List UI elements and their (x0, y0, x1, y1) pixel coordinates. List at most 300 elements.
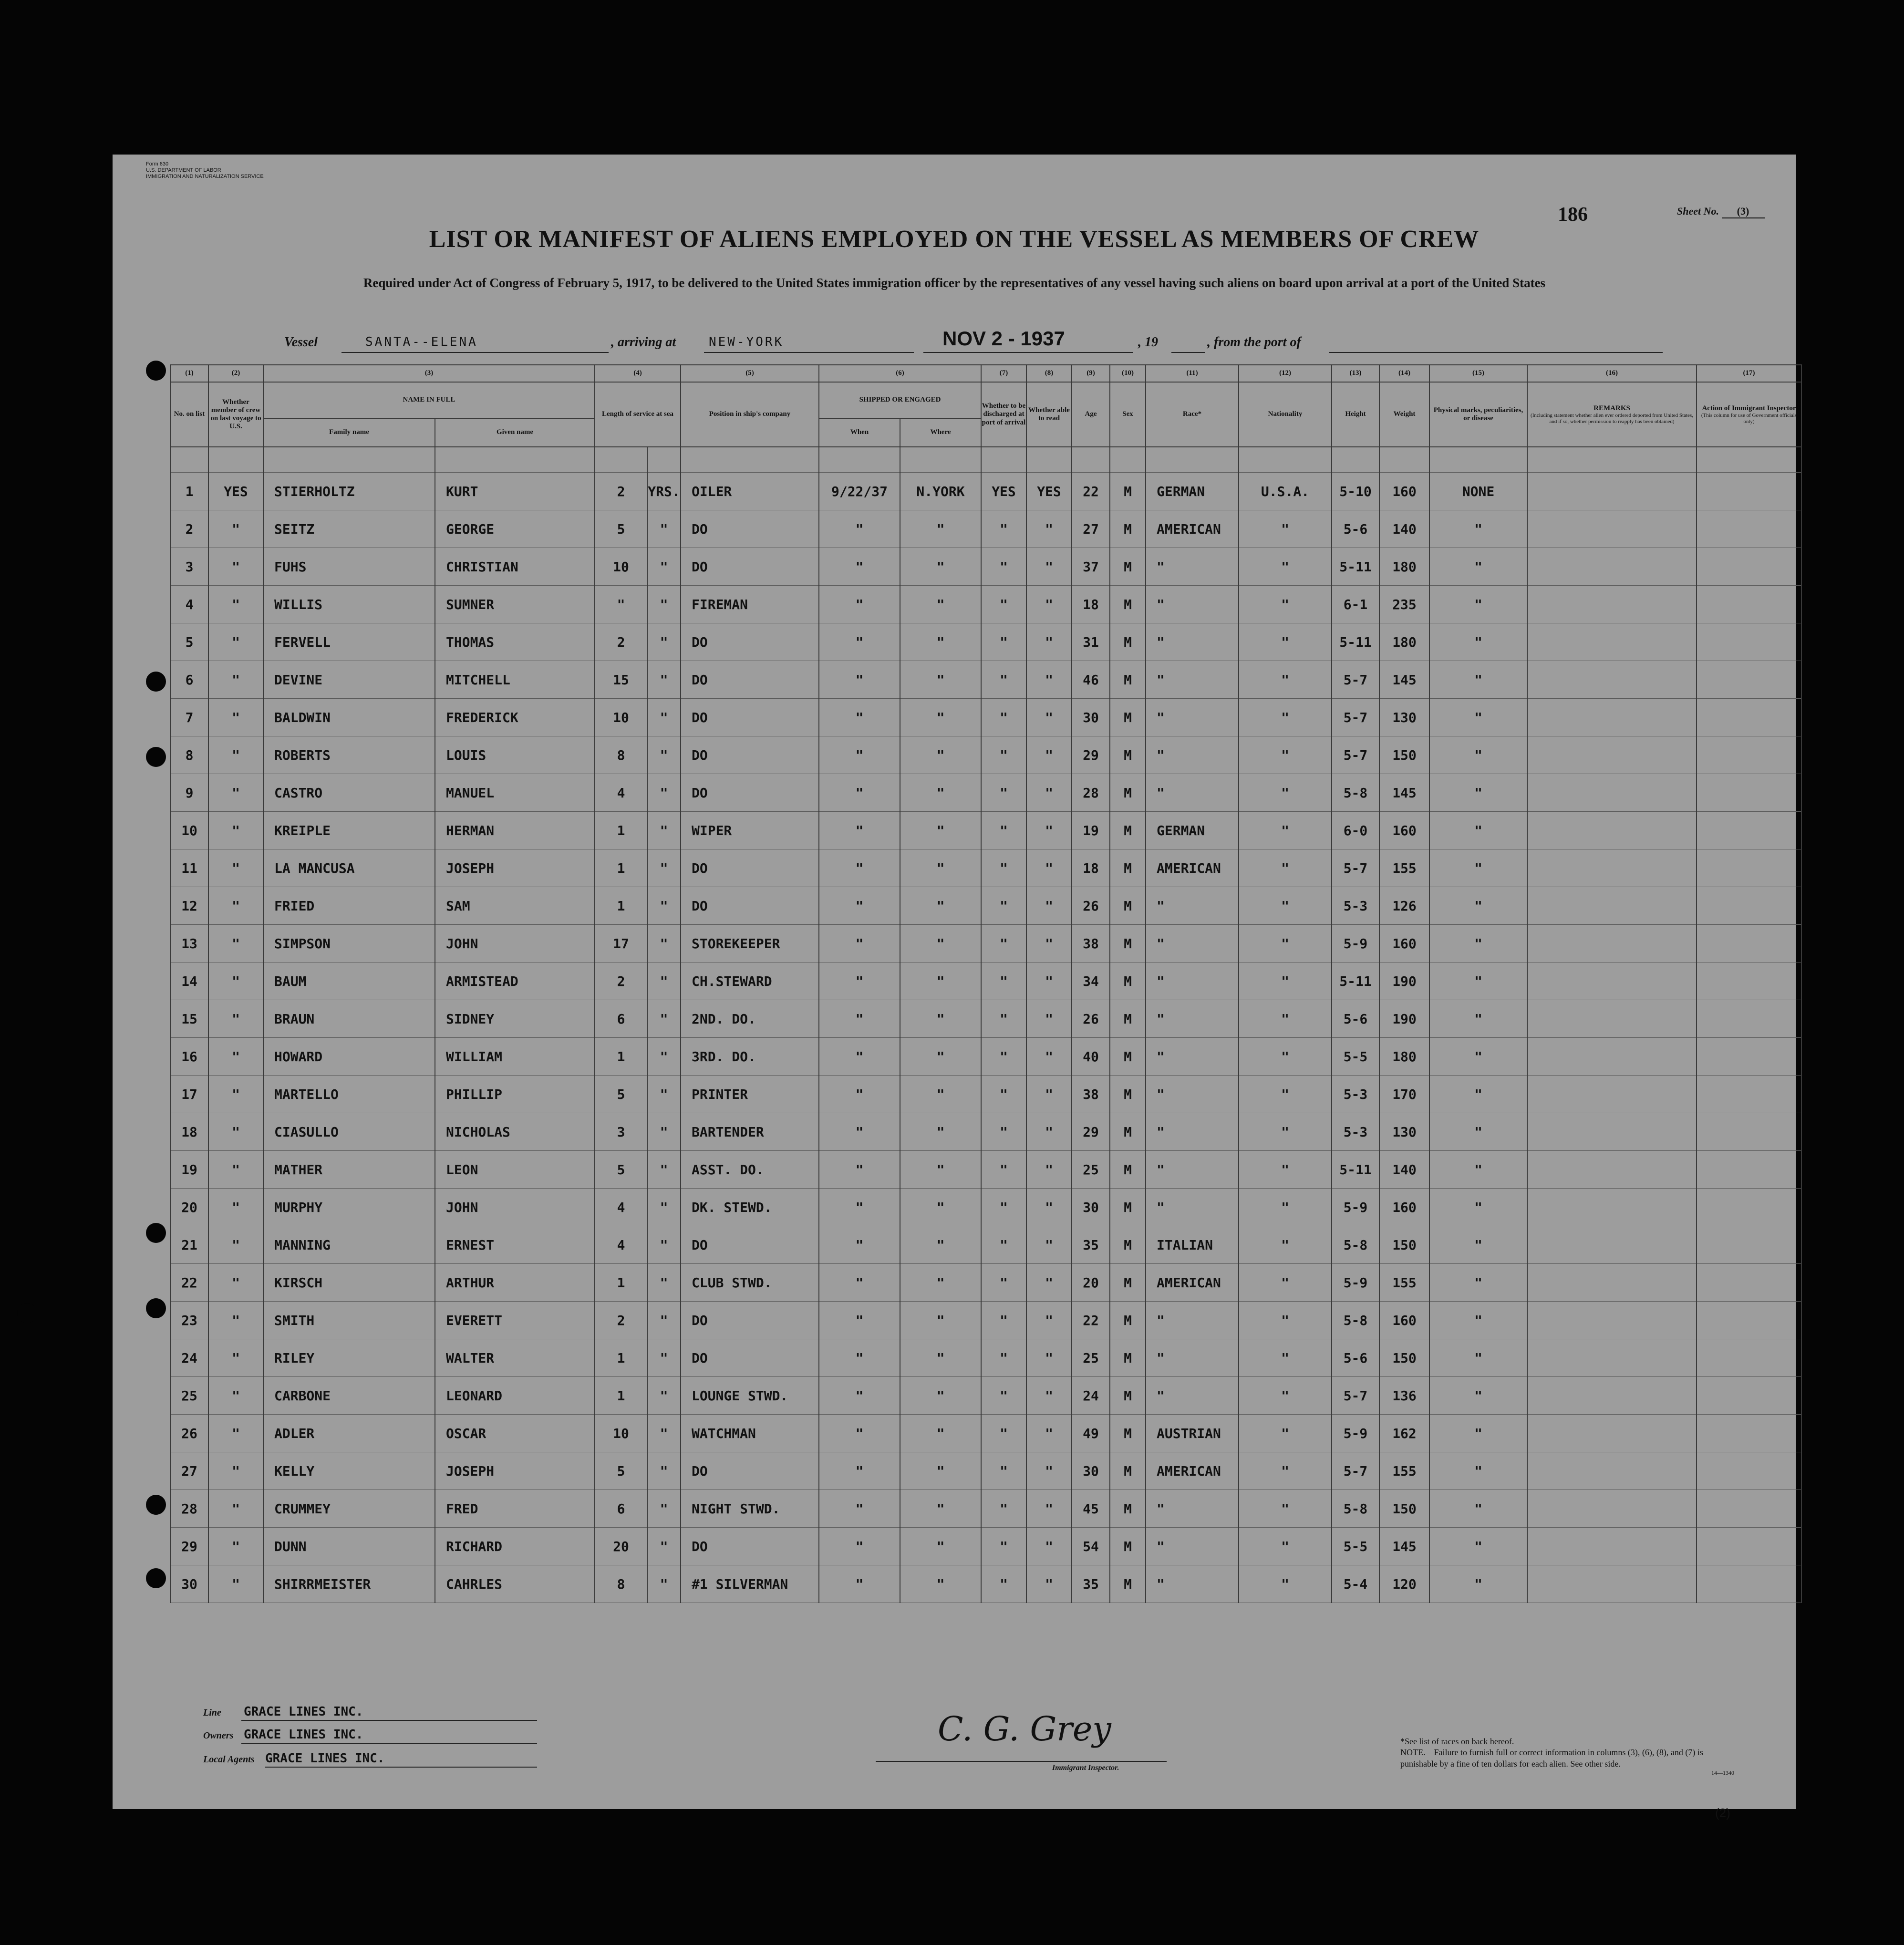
crew-row (170, 1151, 1801, 1189)
crew-service-unit: " (647, 623, 681, 661)
crew-service: 5 (595, 1076, 647, 1113)
crew-service-unit: " (647, 887, 681, 925)
crew-shipped-where: " (900, 1452, 981, 1490)
header-race: Race* (1146, 382, 1239, 447)
crew-service: 1 (595, 1377, 647, 1415)
crew-age: 25 (1072, 1339, 1110, 1377)
crew-row (170, 699, 1801, 736)
crew-shipped-where: " (900, 1377, 981, 1415)
crew-height: 5-7 (1332, 1452, 1379, 1490)
crew-age: 35 (1072, 1226, 1110, 1264)
crew-discharged: " (981, 849, 1026, 887)
crew-last-voyage: " (208, 623, 263, 661)
crew-height: 5-3 (1332, 1076, 1379, 1113)
crew-service: " (595, 586, 647, 623)
header-sex: Sex (1110, 382, 1146, 447)
crew-weight: 162 (1379, 1415, 1429, 1452)
crew-family-name: SHIRRMEISTER (263, 1565, 435, 1603)
crew-physical-marks: " (1429, 1226, 1527, 1264)
crew-service-unit: " (647, 661, 681, 699)
crew-weight: 160 (1379, 812, 1429, 849)
crew-weight: 126 (1379, 887, 1429, 925)
crew-shipped-where: " (900, 1113, 981, 1151)
crew-weight: 145 (1379, 1528, 1429, 1565)
crew-sex: M (1110, 699, 1146, 736)
punch-hole (146, 747, 166, 767)
crew-age: 27 (1072, 510, 1110, 548)
crew-physical-marks: " (1429, 1452, 1527, 1490)
crew-physical-marks: " (1429, 699, 1527, 736)
crew-able-to-read: " (1026, 736, 1072, 774)
crew-no: 23 (170, 1302, 208, 1339)
crew-nationality: " (1239, 699, 1332, 736)
crew-remarks (1527, 1565, 1697, 1603)
crew-weight: 160 (1379, 473, 1429, 510)
crew-remarks (1527, 1038, 1697, 1076)
crew-remarks (1527, 699, 1697, 736)
crew-able-to-read: " (1026, 1490, 1072, 1528)
crew-last-voyage: " (208, 774, 263, 812)
crew-shipped-when: " (819, 1415, 900, 1452)
crew-no: 11 (170, 849, 208, 887)
crew-nationality: " (1239, 548, 1332, 586)
crew-service-unit: " (647, 736, 681, 774)
crew-sex: M (1110, 1302, 1146, 1339)
crew-action (1697, 473, 1801, 510)
crew-service-unit: " (647, 699, 681, 736)
crew-row (170, 887, 1801, 925)
crew-discharged: " (981, 510, 1026, 548)
crew-weight: 155 (1379, 849, 1429, 887)
crew-remarks (1527, 473, 1697, 510)
crew-sex: M (1110, 661, 1146, 699)
crew-nationality: " (1239, 1076, 1332, 1113)
col-number: (16) (1527, 365, 1697, 382)
crew-discharged: " (981, 699, 1026, 736)
crew-weight: 190 (1379, 1000, 1429, 1038)
crew-last-voyage: " (208, 736, 263, 774)
crew-race: " (1146, 548, 1239, 586)
crew-service-unit: " (647, 1415, 681, 1452)
crew-position: #1 SILVERMAN (681, 1565, 819, 1603)
crew-height: 5-9 (1332, 1189, 1379, 1226)
crew-row (170, 510, 1801, 548)
crew-race: " (1146, 1189, 1239, 1226)
arrival-port: NEW-YORK (709, 335, 784, 349)
crew-family-name: BALDWIN (263, 699, 435, 736)
crew-nationality: " (1239, 1377, 1332, 1415)
crew-sex: M (1110, 1151, 1146, 1189)
crew-row (170, 736, 1801, 774)
crew-service-unit: " (647, 1226, 681, 1264)
col-number: (12) (1239, 365, 1332, 382)
crew-race: AUSTRIAN (1146, 1415, 1239, 1452)
crew-sex: M (1110, 1226, 1146, 1264)
sheet-label: Sheet No. (1677, 205, 1719, 217)
crew-service-unit: " (647, 1151, 681, 1189)
crew-remarks (1527, 1490, 1697, 1528)
crew-row (170, 1189, 1801, 1226)
crew-rows (170, 447, 1801, 1603)
crew-last-voyage: " (208, 1565, 263, 1603)
crew-service-unit: " (647, 1339, 681, 1377)
crew-race: " (1146, 887, 1239, 925)
crew-family-name: SIMPSON (263, 925, 435, 962)
crew-race: " (1146, 1000, 1239, 1038)
crew-given-name: WALTER (435, 1339, 595, 1377)
crew-nationality: " (1239, 774, 1332, 812)
crew-family-name: FERVELL (263, 623, 435, 661)
crew-race: AMERICAN (1146, 510, 1239, 548)
crew-service-unit: " (647, 1189, 681, 1226)
crew-age: 38 (1072, 1076, 1110, 1113)
crew-last-voyage: " (208, 1452, 263, 1490)
crew-given-name: KURT (435, 473, 595, 510)
crew-family-name: LA MANCUSA (263, 849, 435, 887)
crew-sex: M (1110, 586, 1146, 623)
crew-able-to-read: " (1026, 1377, 1072, 1415)
crew-race: " (1146, 774, 1239, 812)
crew-last-voyage: " (208, 1490, 263, 1528)
crew-last-voyage: " (208, 887, 263, 925)
crew-nationality: " (1239, 736, 1332, 774)
crew-weight: 130 (1379, 699, 1429, 736)
crew-shipped-when: " (819, 1151, 900, 1189)
remarks-title: REMARKS (1594, 404, 1630, 412)
crew-row (170, 1490, 1801, 1528)
crew-action (1697, 510, 1801, 548)
crew-remarks (1527, 548, 1697, 586)
crew-able-to-read: " (1026, 661, 1072, 699)
crew-weight: 170 (1379, 1076, 1429, 1113)
crew-shipped-where: " (900, 1076, 981, 1113)
crew-remarks (1527, 774, 1697, 812)
form-code: 14—1340 (1711, 1769, 1734, 1777)
col-number: (13) (1332, 365, 1379, 382)
crew-service: 8 (595, 1565, 647, 1603)
crew-age: 37 (1072, 548, 1110, 586)
crew-sex: M (1110, 1452, 1146, 1490)
crew-row (170, 1264, 1801, 1302)
crew-physical-marks: " (1429, 548, 1527, 586)
crew-shipped-where: " (900, 1528, 981, 1565)
crew-nationality: " (1239, 1302, 1332, 1339)
crew-age: 38 (1072, 925, 1110, 962)
crew-discharged: " (981, 887, 1026, 925)
crew-service: 4 (595, 1189, 647, 1226)
crew-sex: M (1110, 1076, 1146, 1113)
crew-action (1697, 699, 1801, 736)
crew-family-name: CARBONE (263, 1377, 435, 1415)
crew-shipped-when: " (819, 774, 900, 812)
crew-no: 12 (170, 887, 208, 925)
crew-row (170, 925, 1801, 962)
crew-height: 5-3 (1332, 1113, 1379, 1151)
crew-shipped-where: " (900, 548, 981, 586)
crew-shipped-when: " (819, 623, 900, 661)
crew-last-voyage: " (208, 1038, 263, 1076)
crew-given-name: ARTHUR (435, 1264, 595, 1302)
crew-position: NIGHT STWD. (681, 1490, 819, 1528)
crew-shipped-when: " (819, 661, 900, 699)
crew-last-voyage: " (208, 925, 263, 962)
line-label: Line (203, 1707, 221, 1718)
crew-given-name: LEON (435, 1151, 595, 1189)
crew-discharged: " (981, 1490, 1026, 1528)
crew-height: 5-6 (1332, 1000, 1379, 1038)
crew-last-voyage: " (208, 962, 263, 1000)
crew-action (1697, 1452, 1801, 1490)
crew-race: " (1146, 1038, 1239, 1076)
crew-position: DO (681, 849, 819, 887)
crew-service: 6 (595, 1490, 647, 1528)
crew-position: WIPER (681, 812, 819, 849)
crew-shipped-when: " (819, 1565, 900, 1603)
document-title: LIST OR MANIFEST OF ALIENS EMPLOYED ON THE VESSEL AS MEMBERS OF CREW (429, 226, 1480, 253)
crew-remarks (1527, 586, 1697, 623)
crew-shipped-when: 9/22/37 (819, 473, 900, 510)
crew-service-unit: " (647, 1565, 681, 1603)
crew-race: " (1146, 1377, 1239, 1415)
crew-given-name: NICHOLAS (435, 1113, 595, 1151)
crew-able-to-read: " (1026, 510, 1072, 548)
crew-no: 21 (170, 1226, 208, 1264)
crew-family-name: BRAUN (263, 1000, 435, 1038)
crew-shipped-when: " (819, 699, 900, 736)
crew-remarks (1527, 1226, 1697, 1264)
crew-position: DO (681, 623, 819, 661)
header-shipped-engaged: SHIPPED OR ENGAGED (819, 382, 981, 418)
crew-height: 5-5 (1332, 1528, 1379, 1565)
crew-service: 5 (595, 1151, 647, 1189)
crew-shipped-when: " (819, 849, 900, 887)
crew-row (170, 812, 1801, 849)
crew-able-to-read: " (1026, 586, 1072, 623)
crew-age: 20 (1072, 1264, 1110, 1302)
crew-age: 19 (1072, 812, 1110, 849)
crew-able-to-read: " (1026, 774, 1072, 812)
crew-position: DO (681, 548, 819, 586)
crew-sex: M (1110, 1377, 1146, 1415)
col-number: (3) (263, 365, 595, 382)
crew-service-unit: " (647, 548, 681, 586)
crew-family-name: CIASULLO (263, 1113, 435, 1151)
crew-given-name: THOMAS (435, 623, 595, 661)
crew-physical-marks: " (1429, 887, 1527, 925)
crew-nationality: " (1239, 1038, 1332, 1076)
crew-position: DO (681, 699, 819, 736)
crew-service-unit: " (647, 1113, 681, 1151)
crew-age: 45 (1072, 1490, 1110, 1528)
crew-row (170, 1113, 1801, 1151)
crew-height: 5-4 (1332, 1565, 1379, 1603)
crew-nationality: " (1239, 586, 1332, 623)
crew-discharged: " (981, 1226, 1026, 1264)
crew-shipped-where: " (900, 1339, 981, 1377)
crew-row (170, 849, 1801, 887)
crew-nationality: " (1239, 1000, 1332, 1038)
crew-sex: M (1110, 548, 1146, 586)
crew-weight: 160 (1379, 925, 1429, 962)
crew-able-to-read: " (1026, 1113, 1072, 1151)
crew-weight: 235 (1379, 586, 1429, 623)
crew-nationality: " (1239, 1490, 1332, 1528)
header-physical-marks: Physical marks, peculiarities, or disease (1429, 382, 1527, 447)
crew-nationality: " (1239, 661, 1332, 699)
crew-remarks (1527, 925, 1697, 962)
crew-position: DO (681, 774, 819, 812)
crew-age: 34 (1072, 962, 1110, 1000)
crew-age: 28 (1072, 774, 1110, 812)
crew-race: " (1146, 586, 1239, 623)
crew-height: 5-8 (1332, 1226, 1379, 1264)
crew-position: DO (681, 1226, 819, 1264)
crew-last-voyage: " (208, 1000, 263, 1038)
races-note: *See list of races on back hereof. (1400, 1737, 1514, 1746)
crew-shipped-where: " (900, 1151, 981, 1189)
crew-service-unit: " (647, 849, 681, 887)
crew-last-voyage: " (208, 510, 263, 548)
crew-able-to-read: " (1026, 887, 1072, 925)
crew-last-voyage: " (208, 661, 263, 699)
crew-family-name: ROBERTS (263, 736, 435, 774)
crew-physical-marks: " (1429, 849, 1527, 887)
crew-remarks (1527, 1264, 1697, 1302)
crew-weight: 190 (1379, 962, 1429, 1000)
crew-race: AMERICAN (1146, 1264, 1239, 1302)
punch-hole (146, 672, 166, 692)
crew-shipped-when: " (819, 962, 900, 1000)
crew-shipped-when: " (819, 887, 900, 925)
crew-no: 16 (170, 1038, 208, 1076)
crew-service-unit: " (647, 925, 681, 962)
col-number: (2) (208, 365, 263, 382)
crew-family-name: RILEY (263, 1339, 435, 1377)
crew-discharged: " (981, 1151, 1026, 1189)
crew-given-name: MITCHELL (435, 661, 595, 699)
crew-row (170, 548, 1801, 586)
crew-action (1697, 1415, 1801, 1452)
crew-row (170, 1302, 1801, 1339)
crew-age: 31 (1072, 623, 1110, 661)
crew-discharged: " (981, 1000, 1026, 1038)
crew-nationality: U.S.A. (1239, 473, 1332, 510)
crew-remarks (1527, 1113, 1697, 1151)
crew-height: 5-9 (1332, 1415, 1379, 1452)
crew-service-unit: " (647, 962, 681, 1000)
crew-discharged: " (981, 1565, 1026, 1603)
crew-family-name: SEITZ (263, 510, 435, 548)
crew-given-name: EVERETT (435, 1302, 595, 1339)
crew-nationality: " (1239, 887, 1332, 925)
crew-weight: 180 (1379, 548, 1429, 586)
crew-shipped-when: " (819, 1490, 900, 1528)
crew-given-name: SAM (435, 887, 595, 925)
crew-action (1697, 887, 1801, 925)
crew-action (1697, 1189, 1801, 1226)
crew-age: 46 (1072, 661, 1110, 699)
crew-discharged: " (981, 1452, 1026, 1490)
crew-physical-marks: " (1429, 925, 1527, 962)
crew-height: 5-5 (1332, 1038, 1379, 1076)
crew-row (170, 1528, 1801, 1565)
crew-action (1697, 1377, 1801, 1415)
crew-service-unit: " (647, 774, 681, 812)
crew-nationality: " (1239, 962, 1332, 1000)
crew-remarks (1527, 812, 1697, 849)
crew-weight: 150 (1379, 1226, 1429, 1264)
crew-race: AMERICAN (1146, 849, 1239, 887)
crew-shipped-when: " (819, 1189, 900, 1226)
crew-height: 5-9 (1332, 925, 1379, 962)
crew-service-unit: " (647, 812, 681, 849)
crew-action (1697, 586, 1801, 623)
crew-discharged: " (981, 1528, 1026, 1565)
crew-action (1697, 736, 1801, 774)
col-number: (6) (819, 365, 981, 382)
crew-position: PRINTER (681, 1076, 819, 1113)
service-name: IMMIGRATION AND NATURALIZATION SERVICE (146, 174, 264, 180)
inspector-signature: C. G. Grey (938, 1709, 1111, 1748)
crew-given-name: PHILLIP (435, 1076, 595, 1113)
crew-shipped-where: " (900, 812, 981, 849)
crew-service: 1 (595, 849, 647, 887)
action-title: Action of Immigrant Inspector (1702, 404, 1796, 412)
col-number: (17) (1697, 365, 1801, 382)
crew-nationality: " (1239, 1528, 1332, 1565)
crew-physical-marks: " (1429, 812, 1527, 849)
crew-able-to-read: " (1026, 1565, 1072, 1603)
crew-sex: M (1110, 849, 1146, 887)
crew-age: 35 (1072, 1565, 1110, 1603)
crew-last-voyage: " (208, 1076, 263, 1113)
crew-family-name: KELLY (263, 1452, 435, 1490)
crew-action (1697, 1038, 1801, 1076)
crew-family-name: BAUM (263, 962, 435, 1000)
crew-position: CH.STEWARD (681, 962, 819, 1000)
crew-shipped-when: " (819, 586, 900, 623)
col-number: (8) (1026, 365, 1072, 382)
from-port-label: , from the port of (1207, 335, 1301, 350)
crew-service-unit: " (647, 1264, 681, 1302)
crew-shipped-when: " (819, 925, 900, 962)
crew-shipped-when: " (819, 1264, 900, 1302)
crew-nationality: " (1239, 1113, 1332, 1151)
crew-race: " (1146, 736, 1239, 774)
crew-given-name: WILLIAM (435, 1038, 595, 1076)
crew-remarks (1527, 623, 1697, 661)
crew-race: " (1146, 1151, 1239, 1189)
inspector-label: Immigrant Inspector. (1052, 1764, 1119, 1772)
crew-height: 5-7 (1332, 736, 1379, 774)
crew-shipped-when: " (819, 1038, 900, 1076)
crew-position: STOREKEEPER (681, 925, 819, 962)
crew-shipped-where: N.YORK (900, 473, 981, 510)
crew-service: 8 (595, 736, 647, 774)
crew-physical-marks: " (1429, 586, 1527, 623)
crew-shipped-where: " (900, 1000, 981, 1038)
crew-race: GERMAN (1146, 812, 1239, 849)
crew-last-voyage: " (208, 548, 263, 586)
punch-hole (146, 1298, 166, 1318)
crew-last-voyage: " (208, 1264, 263, 1302)
crew-service: 15 (595, 661, 647, 699)
crew-service: 1 (595, 1264, 647, 1302)
header-remarks (1527, 382, 1697, 447)
crew-given-name: MANUEL (435, 774, 595, 812)
crew-race: " (1146, 1528, 1239, 1565)
crew-nationality: " (1239, 1226, 1332, 1264)
